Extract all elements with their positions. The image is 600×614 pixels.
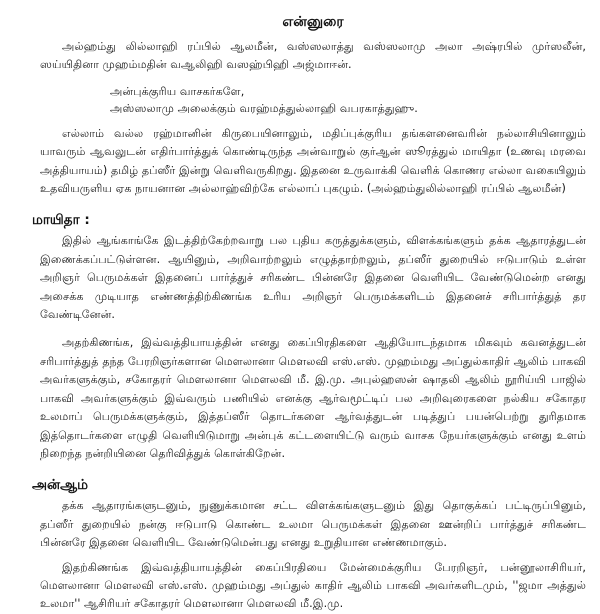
salutation-line: அஸ்ஸலாமு அலைக்கும் வரஹ்மத்துல்லாஹி வபரகாத்துஹு.	[110, 101, 418, 115]
page-title: என்னுரை	[282, 14, 344, 30]
opening-invocation: அல்ஹம்து லில்லாஹி ரப்பில் ஆலமீன், வஸ்ஸலாத்து வஸ்ஸலாமு அலா அஷ்ரபில் முர்ஸலீன், ஸய்யிதினா முஹம்மதின் வஆலிஹி வஸஹ்பிஹி அஜ்மாஈன்.	[40, 40, 586, 72]
paragraph: இதில் ஆங்காங்கே இடத்திற்கேற்றவாறு பல புதிய கருத்துக்களும், விளக்கங்களும் தக்க ஆதாரத்துடன் இணைக்கப்பட்டுள்ளன. ஆயினும், அறிவாற்றலும் எழுத்தாற்றலும், தப்ஸீர் துறையில் ஈடுபாடும் உள்ள அறிஞர் பெருமக்கள் இதனைப் பார்த்துச் சரிகண்ட பின்னரே இதனை வெளியிட வேண்டுமென்ற எனது அசைக்க முடியாத எண்ணத்திற்கிணங்க உரிய அறிஞர் பெருமக்களிடம் இதனைச் சரிபார்த்துத் தர வேண்டினேன்.	[40, 234, 586, 322]
paragraph: தக்க ஆதாரங்களுடனும், நுணுக்கமான சட்ட விளக்கங்களுடனும் இது தொகுக்கப் பட்டிருப்பினும், தப்ஸீர் துறையில் நன்கு ஈடுபாடு கொண்ட உலமா பெருமக்கள் இதனை ஊன்றிப் பார்த்துச் சரிகண்ட பின்னரே இதனை வெளியிட வேண்டுமென்பது எனது உறுதியான எண்ணமாகும்.	[40, 499, 586, 550]
section-heading: அன்ஆம்	[32, 477, 89, 494]
salutation-line: அன்புக்குரிய வாசகர்களே,	[110, 84, 245, 98]
paragraph: அதற்கிணங்க, இவ்வத்தியாயத்தின் எனது கைப்பிரதிகளை ஆதியோடந்தமாக மிகவும் கவனத்துடன் சரிபார்த்துத் தந்த பேரறிஞர்களான மௌலானா மௌலவி எஸ்.எஸ். முஹம்மது அப்துல்காதிர் ஆலிம் பாகவி அவர்களுக்கும், சகோதரர் மௌலானா மௌலவி மீ. இ.மு. அபுல்ஹஸன் ஷாதலி ஆலிம் நூரிய்யி பாஜில் பாகவி அவர்களுக்கும் இவ்வரும் பணியில் எனக்கு ஆர்வமூட்டிப் பல அறிவுரைகளை நல்கிய சகோதர உலமாப் பெருமக்களுக்கும், இத்தப்ஸீர் தொடர்களை ஆர்வத்துடன் படித்துப் பயன்பெற்று துரிதமாக இத்தொடர்களை எழுதி வெளியிடுமாறு அன்புக் கட்டளையிட்டு வரும் வாசக நேயர்களுக்கும் எனது உளம் நிறைந்த நன்றியினை தெரிவித்துக் கொள்கிறேன்.	[40, 336, 586, 460]
paragraph: இதற்கிணங்க இவ்வத்தியாயத்தின் கைப்பிரதியை மேன்மைக்குரிய பேரறிஞர், பன்னூலாசிரியர், மௌலானா மௌலவி எஸ்.எஸ். முஹம்மது அப்துல் காதிர் ஆலிம் பாகவி அவர்களிடமும், ''ஜமா அத்துல் உலமா'' ஆசிரியர் சகோதரர் மௌலானா மௌலவி மீ.இ.மு.	[40, 560, 586, 611]
salutation	[40, 83, 586, 117]
section-heading: மாயிதா :	[32, 212, 90, 229]
intro-paragraph: எல்லாம் வல்ல ரஹ்மானின் கிருபையினாலும், மதிப்புக்குரிய தங்களனைவரின் நல்லாசியினாலும் யாவரும் ஆவலுடன் எதிர்பார்த்துக் கொண்டிருந்த அன்வாறுல் குர்ஆன் ஸூரத்துல் மாயிதா (உணவு மரவை அத்தியாயம்) தமிழ் தப்ஸீர் இன்று வெளிவருகிறது. இதனை உருவாக்கி வெளிக் கொணர எல்லா வகையிலும் உதவியருளிய ஏக நாயனான அல்லாஹ்விற்கே எல்லாப் புகழும். (அல்ஹம்துலில்லாஹி ரப்பில் ஆலமீன்)	[40, 126, 586, 196]
